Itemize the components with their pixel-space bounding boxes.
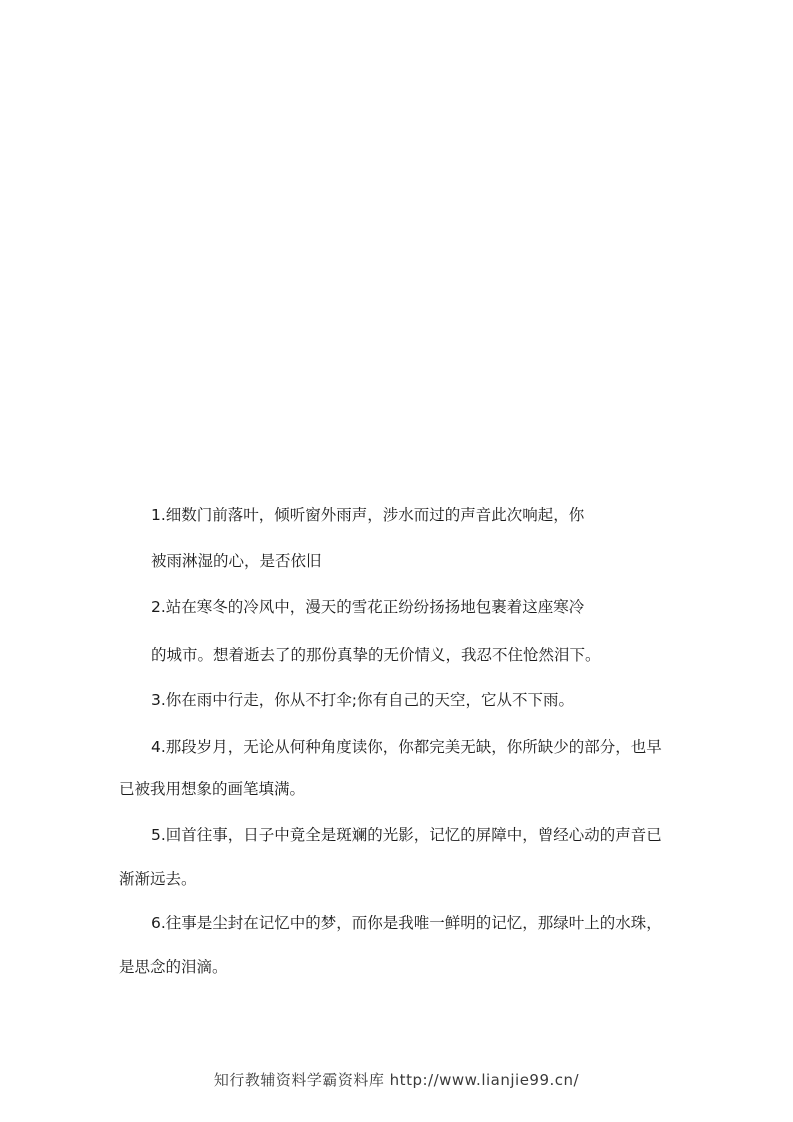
paragraph-1-line-2: 被雨淋湿的心，是否依旧 [151,552,322,570]
page-footer: 知行教辅资料学霸资料库 http://www.lianjie99.cn/ [213,1071,580,1089]
paragraph-1-line-1: 1.细数门前落叶，倾听窗外雨声，涉水而过的声音此次响起，你 [151,506,585,524]
paragraph-5-line-1: 5.回首往事，日子中竟全是斑斓的光影，记忆的屏障中，曾经心动的声音已 [151,826,662,844]
paragraph-4-line-1: 4.那段岁月，无论从何种角度读你，你都完美无缺，你所缺少的部分，也早 [151,738,662,756]
paragraph-2-line-2: 的城市。想着逝去了的那份真挚的无价情义，我忍不住怆然泪下。 [151,646,601,664]
paragraph-2-line-1: 2.站在寒冬的冷风中，漫天的雪花正纷纷扬扬地包裹着这座寒冷 [151,598,585,616]
paragraph-6-line-2: 是思念的泪滴。 [119,958,228,976]
paragraph-4-line-2: 已被我用想象的画笔填满。 [119,780,306,798]
paragraph-5-line-2: 渐渐远去。 [119,870,197,888]
paragraph-3-line-1: 3.你在雨中行走，你从不打伞;你有自己的天空，它从不下雨。 [151,691,575,709]
paragraph-6-line-1: 6.往事是尘封在记忆中的梦，而你是我唯一鲜明的记忆，那绿叶上的水珠， [151,914,662,932]
